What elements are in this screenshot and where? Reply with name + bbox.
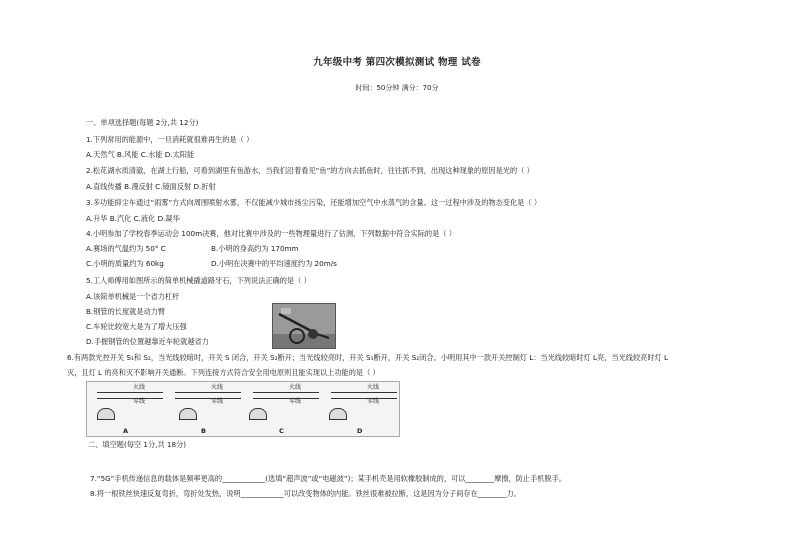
live-wire-label-c: 火线 [289,384,302,391]
q5-option-d: D.手握钢管的位置越靠近车轮就越省力 [86,337,209,346]
lamp-icon [329,408,347,420]
neutral-wire-label-a: 零线 [133,398,146,405]
circuit-option-a [89,382,165,436]
q1-options: A.天然气 B.风能 C.水能 D.太阳能 [86,150,195,159]
circuit-option-c [245,382,321,436]
circuit-diagram-options [86,381,400,437]
q5-option-a: A.该简单机械是一个省力杠杆 [86,292,180,301]
q4-option-c: C.小明的质量约为 60kg [86,259,164,268]
q5-option-c: C.车轮比较宽大是为了增大压强 [86,322,187,331]
circuit-letter-b: B [201,427,206,435]
q7-text: 7.“5G”手机传递信息的载体是频率更高的____________(选填“超声波”或“电磁波”)；某手机壳是用软橡胶制成的，可以________摩擦，防止手机脱手。 [90,474,567,483]
circuit-option-b [167,382,243,436]
section2-heading: 二、填空题(每空 1分,共 18分) [88,440,187,449]
neutral-wire-label-c: 零线 [289,398,302,405]
q4-stem: 4.小明参加了学校春季运动会 100m决赛，他对比赛中涉及的一些物理量进行了估测，下列数据中符合实际的是（ ） [86,229,456,238]
q2-options: A.直线传播 B.漫反射 C.镜面反射 D.折射 [86,182,216,191]
exam-title: 九年级中考 第四次模拟测试 物理 试卷 [313,57,481,68]
live-wire-label-a: 火线 [133,384,146,391]
section1-heading: 一、单项选择题(每题 2分,共 12分) [86,118,199,127]
live-wire-label-b: 火线 [211,384,224,391]
q6-stem-line1: 6.有两款光控开关 S₁和 S₂，当光线较暗时，开关 S 闭合，开关 S₂断开；当光线较亮时，开关 S₁断开，开关 S₂闭合。小明用其中一款开关控制灯 L：当光线较暗时灯 L亮，当光线较亮时灯 L [67,353,669,362]
q8-text: 8.将一根铁丝快速反复弯折，弯折处发热，说明____________可以改变物体的内能。铁丝很难被拉断，这是因为分子间存在________力。 [90,489,521,498]
q4-option-b: B.小明的身高约为 170mm [211,244,299,253]
q2-stem: 2.松花湖水质清澈，在湖上行船，可看到湖里有鱼游水，当我们沿着看见“鱼”的方向去抓鱼时，往往抓不到，出现这种现象的原因是光的（ ） [86,166,534,175]
q5-stem: 5.工人师傅用如图所示的简单机械撬道路牙石，下列说法正确的是（ ） [86,276,311,285]
q3-stem: 3.多功能抑尘车通过“雨雾”方式向周围喷射水雾，不仅能减少城市扬尘污染，还能增加空气中水蒸气的含量。这一过程中涉及的物态变化是（ ） [86,198,542,207]
live-wire-label-d: 火线 [367,384,380,391]
circuit-option-d [323,382,399,436]
q5-option-b: B.钢管的长度就是动力臂 [86,307,166,316]
lamp-icon [97,408,115,420]
lamp-icon [249,408,267,420]
lever-machine-figure [272,303,336,349]
q4-option-a: A.赛场的气温约为 50° C [86,244,166,253]
q4-option-d: D.小明在决赛中的平均速度约为 20m/s [211,259,337,268]
lamp-icon [179,408,197,420]
neutral-wire-label-d: 零线 [367,398,380,405]
q3-options: A.升华 B.汽化 C.液化 D.凝华 [86,214,180,223]
circuit-letter-d: D [357,427,363,435]
exam-info: 时间：50分钟 满分：70分 [355,84,439,92]
circuit-letter-c: C [279,427,284,435]
q6-stem-line2: 灭，且灯 L 的亮和灭不影响开关通断。下列连接方式符合安全用电原则且能实现以上功能的是（ ） [67,368,380,377]
q1-stem: 1.下列常用的能源中，一旦消耗就很难再生的是（ ） [86,135,254,144]
neutral-wire-label-b: 零线 [211,398,224,405]
circuit-letter-a: A [123,427,129,435]
